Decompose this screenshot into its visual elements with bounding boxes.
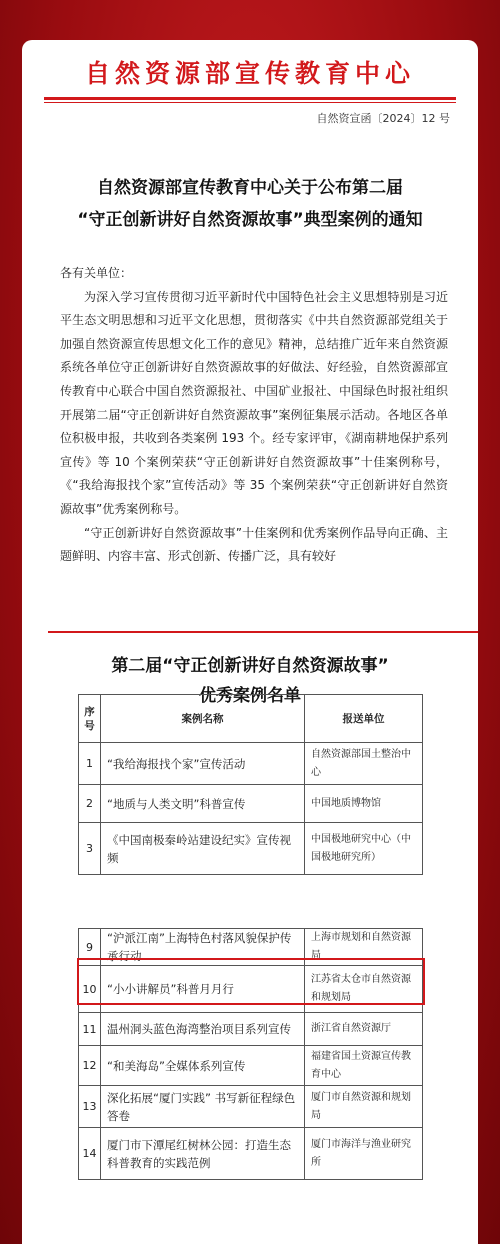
cell-num: 1 <box>79 743 101 785</box>
cell-num: 2 <box>79 785 101 823</box>
cell-name: 厦门市下潭尾红树林公园：打造生态科普教育的实践范例 <box>101 1128 305 1180</box>
cell-unit: 福建省国土资源宣传教育中心 <box>305 1046 423 1086</box>
table-row <box>79 1013 423 1046</box>
cell-num: 12 <box>79 1046 101 1086</box>
cell-name: “小小讲解员”科普月月行 <box>101 966 305 1013</box>
cell-num: 10 <box>79 966 101 1013</box>
cell-unit: 自然资源部国土整治中心 <box>305 743 423 785</box>
document-number: 自然资宣函〔2024〕12 号 <box>316 112 450 125</box>
header-name: 案例名称 <box>101 695 305 743</box>
section-divider <box>48 631 478 633</box>
cell-name: “沪派江南”上海特色村落风貌保护传承行动 <box>101 929 305 966</box>
cell-num: 14 <box>79 1128 101 1180</box>
notice-title <box>22 172 478 236</box>
cell-unit: 浙江省自然资源厅 <box>305 1013 423 1046</box>
list-title-line2: 优秀案例名单 <box>199 686 301 706</box>
cell-name: “我给海报找个家”宣传活动 <box>101 743 305 785</box>
cell-num: 11 <box>79 1013 101 1046</box>
table-row <box>79 823 423 875</box>
list-title-line1: 第二届“守正创新讲好自然资源故事” <box>111 656 389 676</box>
cell-unit: 厦门市自然资源和规划局 <box>305 1086 423 1128</box>
notice-title-line2: “守正创新讲好自然资源故事”典型案例的通知 <box>77 210 423 230</box>
letterhead-title: 自然资源部宣传教育中心 <box>84 59 415 88</box>
cell-unit: 上海市规划和自然资源局 <box>305 929 423 966</box>
table-row <box>79 1046 423 1086</box>
cell-num: 13 <box>79 1086 101 1128</box>
case-table-top <box>78 694 460 875</box>
cell-name: 深化拓展“厦门实践” 书写新征程绿色答卷 <box>101 1086 305 1128</box>
cell-num: 9 <box>79 929 101 966</box>
notice-body <box>60 262 448 569</box>
table-row <box>79 1128 423 1180</box>
header-num: 序号 <box>79 695 101 743</box>
salutation: 各有关单位： <box>60 266 133 280</box>
cell-unit: 江苏省太仓市自然资源和规划局 <box>305 966 423 1013</box>
highlight-box <box>77 958 425 1005</box>
table-row <box>79 1086 423 1128</box>
cell-unit: 中国地质博物馆 <box>305 785 423 823</box>
letterhead-rule <box>44 97 456 100</box>
paragraph-2: “守正创新讲好自然资源故事”十佳案例和优秀案例作品导向正确、主题鲜明、内容丰富、形式创新、传播广泛，具有较好 <box>60 525 448 564</box>
cell-unit: 中国极地研究中心（中国极地研究所） <box>305 823 423 875</box>
notice-title-line1: 自然资源部宣传教育中心关于公布第二届 <box>97 178 403 198</box>
cell-name: “地质与人类文明”科普宣传 <box>101 785 305 823</box>
paragraph-1: 为深入学习宣传贯彻习近平新时代中国特色社会主义思想特别是习近平生态文明思想和习近平文化思想，贯彻落实《中共自然资源部党组关于加强自然资源宣传思想文化工作的意见》精神，总结推广近年来自然资源系统各单位守正创新讲好自然资源故事的好做法、好经验，自然资源部宣传教育中心联合中国自然资源报社、中国矿业报社、中国绿色时报社组织开展第二届“守正创新讲好自然资源故事”案例征集展示活动。各地区各单位积极申报，共收到各类案例 193 个。经专家评审，《湖南耕地保护系列宣传》等 10 个案例荣获“守正创新讲好自然资源故事”十佳案例称号，《“我给海报找个家”宣传活动》等 35 个案例荣获“守正创新讲好自然资源故事”优秀案例称号。 <box>60 289 448 516</box>
header-unit: 报送单位 <box>305 695 423 743</box>
letterhead-rule-thin <box>44 102 456 103</box>
table-row <box>79 785 423 823</box>
cell-name: 温州洞头蓝色海湾整治项目系列宣传 <box>101 1013 305 1046</box>
cell-name: “和美海岛”全媒体系列宣传 <box>101 1046 305 1086</box>
table-row <box>79 743 423 785</box>
cell-unit: 厦门市海洋与渔业研究所 <box>305 1128 423 1180</box>
cell-num: 3 <box>79 823 101 875</box>
cell-name: 《中国南极秦岭站建设纪实》宣传视频 <box>101 823 305 875</box>
